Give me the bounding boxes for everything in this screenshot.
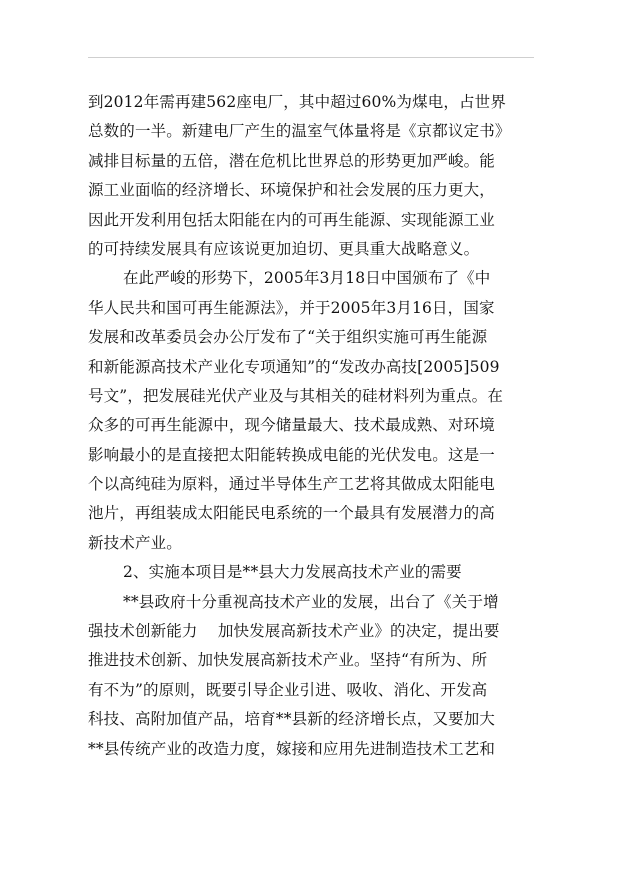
body-text [88,88,538,764]
text-line: 个以高纯硅为原料，通过半导体生产工艺将其做成太阳能电 [88,475,495,494]
text-line: 发展和改革委员会办公厅发布了“关于组织实施可再生能源 [88,328,488,347]
header-rule [88,57,534,58]
text-line: **县传统产业的改造力度，嫁接和应用先进制造技术工艺和 [88,739,496,758]
text-line: 强技术创新能力 加快发展高新技术产业》的决定，提出要 [88,622,500,641]
paragraph-start-line: **县政府十分重视高技术产业的发展，出台了《关于增 [123,592,499,611]
text-line: 到2012年需再建562座电厂，其中超过60%为煤电，占世界 [88,93,506,111]
text-line: 因此开发利用包括太阳能在内的可再生能源、实现能源工业 [88,210,495,229]
paragraph-start-line: 在此严峻的形势下，2005年3月18日中国颁布了《中 [123,269,491,288]
text-line: 有不为”的原则，既要引导企业引进、吸收、消化、开发高 [88,680,488,699]
text-line: 影响最小的是直接把太阳能转换成电能的光伏发电。这是一 [88,445,495,464]
text-line: 科技、高附加值产品，培育**县新的经济增长点，又要加大 [88,710,496,729]
text-line: 众多的可再生能源中，现今储量最大、技术最成熟、对环境 [88,416,495,435]
text-line: 总数的一半。新建电厂产生的温室气体量将是《京都议定书》 [88,122,511,141]
text-line: 新技术产业。 [88,533,182,552]
text-line: 池片，再组装成太阳能民电系统的一个最具有发展潜力的高 [88,504,495,523]
text-line: 源工业面临的经济增长、环境保护和社会发展的压力更大， [88,181,495,200]
text-line: 华人民共和国可再生能源法》，并于2005年3月16日，国家 [88,298,495,317]
section-heading: 2、实施本项目是**县大力发展高技术产业的需要 [123,563,462,582]
text-line: 的可持续发展具有应该说更加迫切、更具重大战略意义。 [88,239,480,258]
text-line: 减排目标量的五倍，潜在危机比世界总的形势更加严峻。能 [88,151,495,170]
text-line: 推进技术创新、加快发展高新技术产业。坚持“有所为、所 [88,651,488,670]
text-line: 和新能源高技术产业化专项通知”的“发改办高技[2005]509 [88,357,500,376]
text-line: 号文”，把发展硅光伏产业及与其相关的硅材料列为重点。在 [88,386,503,405]
